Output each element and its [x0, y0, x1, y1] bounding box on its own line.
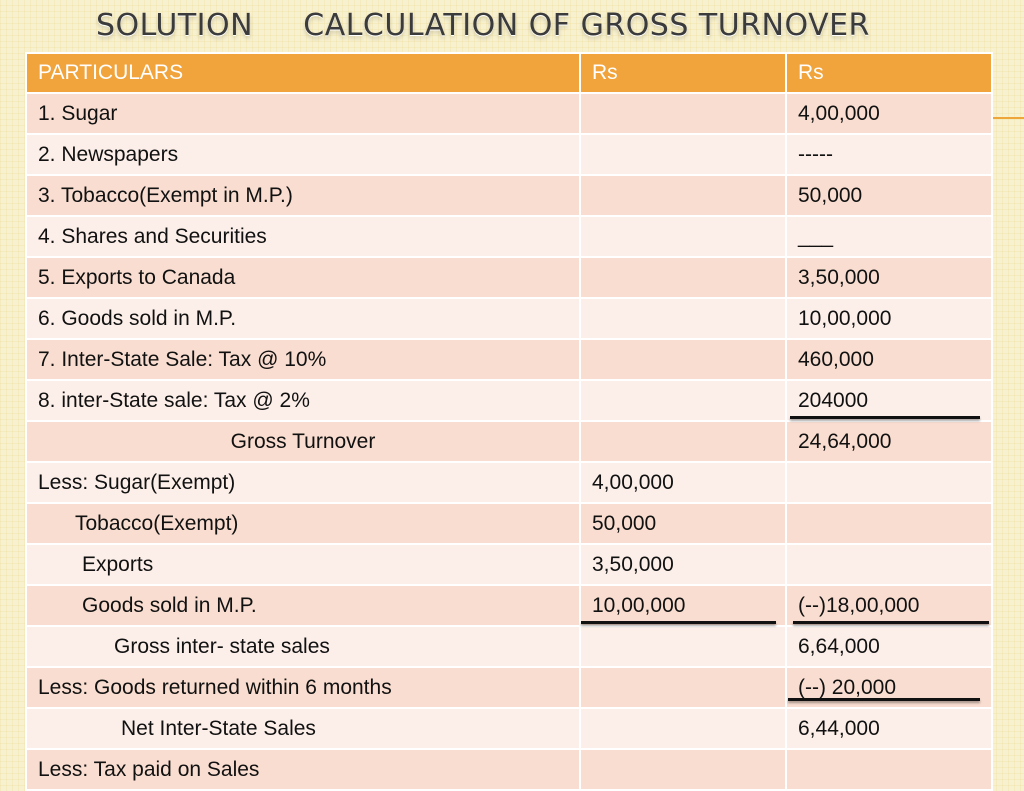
rs-cell-1 — [580, 257, 786, 298]
rs-cell-2: ___ — [786, 216, 992, 257]
table-header-row — [26, 53, 992, 93]
table-row — [26, 298, 992, 339]
particulars-cell: Less: Goods returned within 6 months — [26, 667, 580, 708]
table-row — [26, 503, 992, 544]
rs-cell-1 — [580, 93, 786, 134]
header-rs-2: Rs — [786, 53, 992, 93]
rs-cell-1 — [580, 626, 786, 667]
rs-cell-1 — [580, 667, 786, 708]
rs-cell-1 — [580, 708, 786, 749]
rs-cell-2: 50,000 — [786, 175, 992, 216]
rs-cell-2 — [786, 749, 992, 790]
table-row — [26, 749, 992, 790]
table-row — [26, 257, 992, 298]
particulars-cell: Less: Sugar(Exempt) — [26, 462, 580, 503]
particulars-cell: 3. Tobacco(Exempt in M.P.) — [26, 175, 580, 216]
particulars-cell: Less: Tax paid on Sales — [26, 749, 580, 790]
particulars-cell: Goods sold in M.P. — [26, 585, 580, 626]
rs-cell-1 — [580, 749, 786, 790]
rs-cell-1 — [580, 216, 786, 257]
table-row — [26, 626, 992, 667]
table-row — [26, 667, 992, 708]
table-row — [26, 93, 992, 134]
underline-18-lakh — [793, 621, 989, 624]
rs-cell-1 — [580, 339, 786, 380]
particulars-cell: 2. Newspapers — [26, 134, 580, 175]
slide-title: SOLUTION CALCULATION OF GROSS TURNOVER — [96, 8, 870, 43]
rs-cell-2: 6,44,000 — [786, 708, 992, 749]
particulars-cell: Gross Turnover — [26, 421, 580, 462]
particulars-cell: Exports — [26, 544, 580, 585]
rs-cell-2: 460,000 — [786, 339, 992, 380]
particulars-cell: 6. Goods sold in M.P. — [26, 298, 580, 339]
rs-cell-2: 10,00,000 — [786, 298, 992, 339]
rs-cell-2: 204000 — [786, 380, 992, 421]
particulars-cell: Tobacco(Exempt) — [26, 503, 580, 544]
decorative-line — [990, 117, 1024, 119]
table-row — [26, 175, 992, 216]
rs-cell-2: 24,64,000 — [786, 421, 992, 462]
table-row — [26, 134, 992, 175]
rs-cell-2: 3,50,000 — [786, 257, 992, 298]
gross-turnover-table — [25, 52, 993, 791]
rs-cell-2 — [786, 503, 992, 544]
rs-cell-1 — [580, 380, 786, 421]
rs-cell-2 — [786, 544, 992, 585]
particulars-cell: Net Inter-State Sales — [26, 708, 580, 749]
rs-cell-2: (--) 20,000 — [786, 667, 992, 708]
particulars-cell: 5. Exports to Canada — [26, 257, 580, 298]
table-row — [26, 462, 992, 503]
rs-cell-1 — [580, 175, 786, 216]
table-row — [26, 339, 992, 380]
rs-cell-2: ----- — [786, 134, 992, 175]
underline-204000 — [790, 416, 980, 419]
table-row — [26, 421, 992, 462]
rs-cell-1 — [580, 134, 786, 175]
rs-cell-2: (--)18,00,000 — [786, 585, 992, 626]
particulars-cell: 7. Inter-State Sale: Tax @ 10% — [26, 339, 580, 380]
table-row — [26, 708, 992, 749]
rs-cell-2: 4,00,000 — [786, 93, 992, 134]
rs-cell-1 — [580, 298, 786, 339]
rs-cell-1: 50,000 — [580, 503, 786, 544]
rs-cell-1: 4,00,000 — [580, 462, 786, 503]
particulars-cell: 1. Sugar — [26, 93, 580, 134]
header-rs-1: Rs — [580, 53, 786, 93]
rs-cell-2: 6,64,000 — [786, 626, 992, 667]
underline-20000 — [788, 698, 980, 701]
rs-cell-1: 10,00,000 — [580, 585, 786, 626]
table-row — [26, 380, 992, 421]
header-particulars: PARTICULARS — [26, 53, 580, 93]
rs-cell-2 — [786, 462, 992, 503]
table-row — [26, 585, 992, 626]
particulars-cell: Gross inter- state sales — [26, 626, 580, 667]
underline-goods-sold-mp — [581, 621, 776, 624]
table-row — [26, 216, 992, 257]
particulars-cell: 8. inter-State sale: Tax @ 2% — [26, 380, 580, 421]
particulars-cell: 4. Shares and Securities — [26, 216, 580, 257]
table-row — [26, 544, 992, 585]
rs-cell-1 — [580, 421, 786, 462]
rs-cell-1: 3,50,000 — [580, 544, 786, 585]
